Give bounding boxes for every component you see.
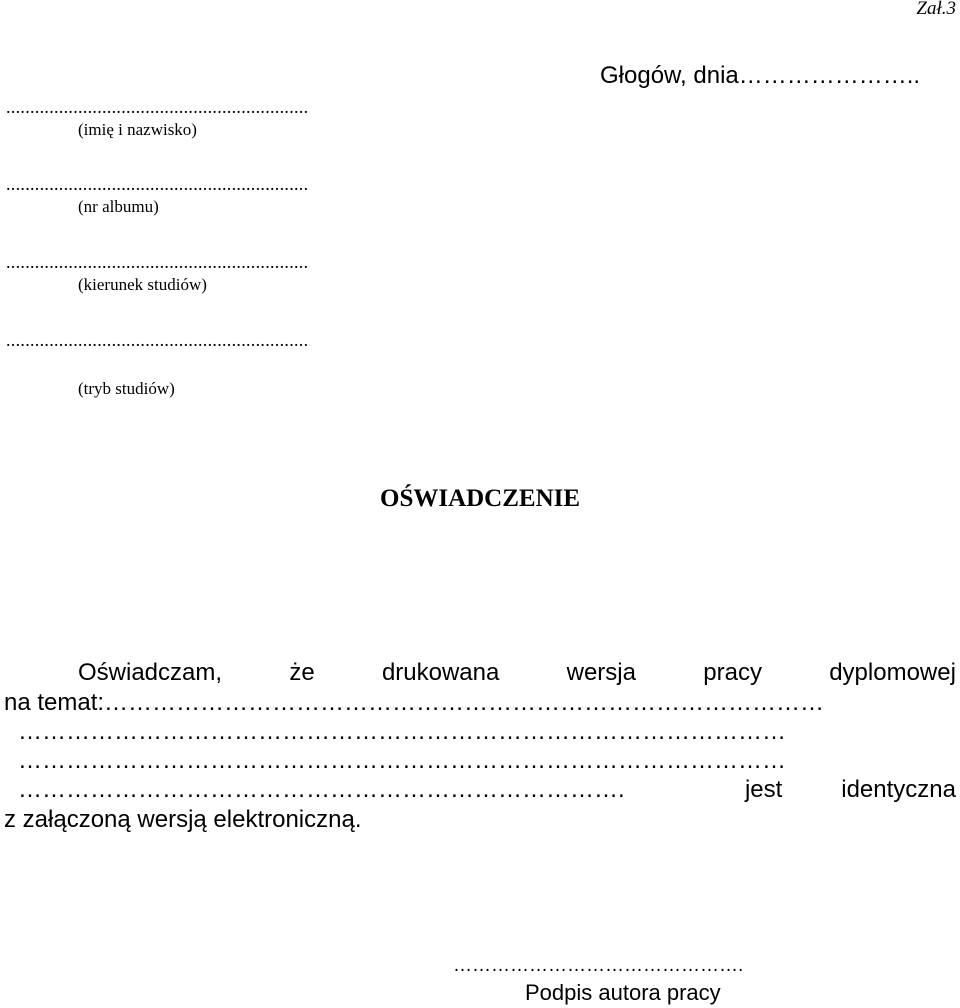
statement-line-6: z załączoną wersją elektroniczną. bbox=[4, 806, 362, 833]
statement-line-1 bbox=[78, 659, 956, 687]
statement-word: dyplomowej bbox=[829, 659, 956, 686]
statement-word: Oświadczam, bbox=[78, 659, 223, 686]
statement-word: jest bbox=[744, 776, 783, 803]
statement-word: że bbox=[289, 659, 315, 686]
album-field-caption: (nr albumu) bbox=[78, 197, 159, 216]
statement-word: drukowana bbox=[381, 659, 500, 686]
statement-line-2: na temat:……………………………………………………………………………… bbox=[4, 691, 825, 715]
study-mode-field-dots: ............................................................... bbox=[6, 330, 309, 350]
signature-dots: ………………………………………. bbox=[453, 955, 744, 976]
album-field-dots: ............................................................... bbox=[6, 174, 309, 194]
statement-line-5 bbox=[18, 776, 956, 804]
signature-label: Podpis autora pracy bbox=[525, 980, 721, 1005]
attachment-label: Zał.3 bbox=[916, 0, 956, 19]
name-field-caption: (imię i nazwisko) bbox=[78, 120, 197, 139]
name-field-dots: ............................................................... bbox=[6, 97, 309, 117]
document-title: OŚWIADCZENIE bbox=[380, 485, 581, 512]
statement-line-3: …………………………………………………………………………………… bbox=[18, 720, 786, 744]
study-mode-field-caption: (tryb studiów) bbox=[78, 379, 175, 398]
statement-line-4: …………………………………………………………………………………… bbox=[18, 749, 786, 773]
place-date: Głogów, dnia………………….. bbox=[600, 62, 921, 89]
statement-dots: …………………………………………………………………. bbox=[18, 776, 625, 803]
statement-word: pracy bbox=[703, 659, 762, 686]
major-field-caption: (kierunek studiów) bbox=[78, 275, 207, 294]
major-field-dots: ............................................................... bbox=[6, 252, 309, 272]
statement-word: identyczna bbox=[841, 776, 956, 803]
statement-word: wersja bbox=[566, 659, 636, 686]
